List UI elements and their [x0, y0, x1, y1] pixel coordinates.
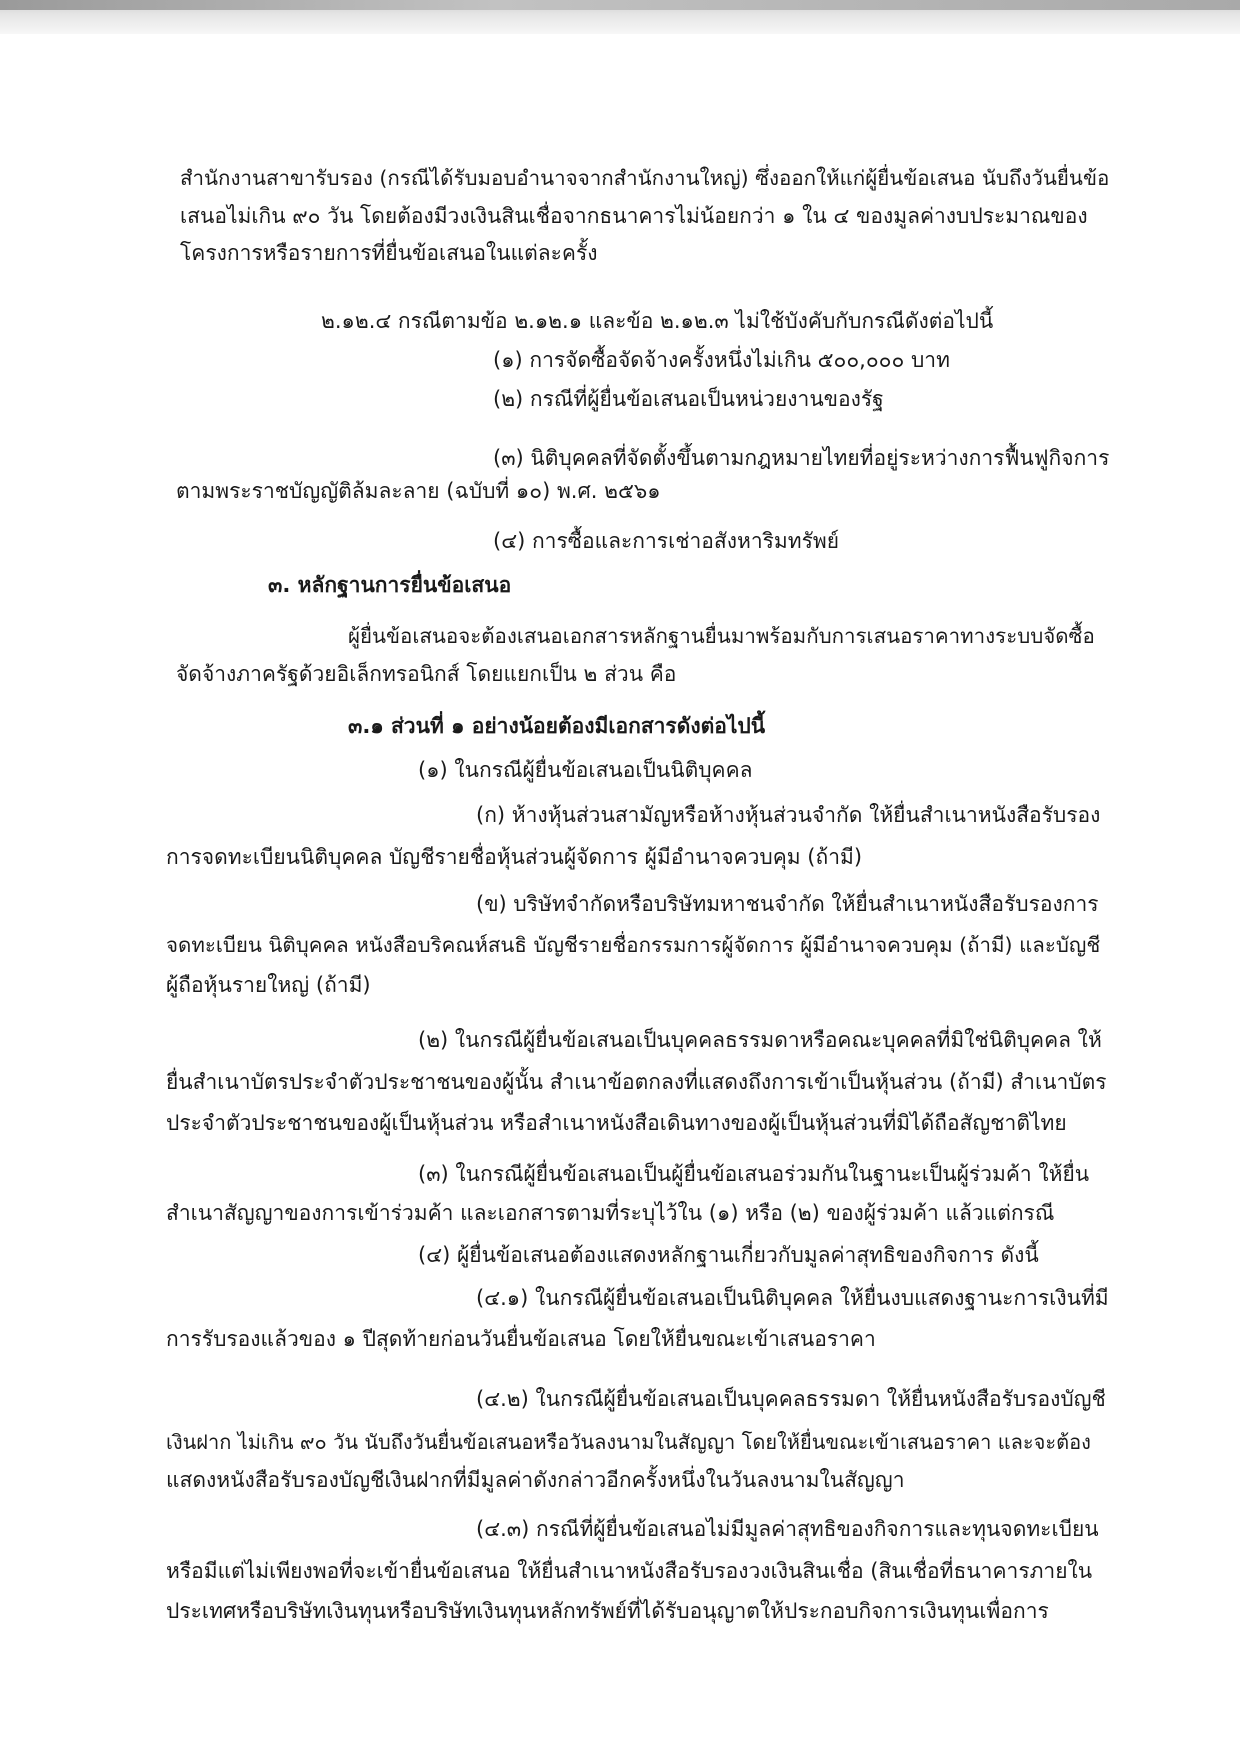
text-line-11: ผู้ยื่นข้อเสนอจะต้องเสนอเอกสารหลักฐานยื่นมาพร้อมกับการเสนอราคาทางระบบจัดซื้อ	[348, 624, 1095, 648]
text-line-21: ยื่นสำเนาบัตรประจำตัวประชาชนของผู้นั้น สำเนาข้อตกลงที่แสดงถึงการเข้าเป็นหุ้นส่วน (ถ้ามี) สำเนาบัตร	[166, 1070, 1107, 1094]
text-line-33: ประเทศหรือบริษัทเงินทุนหรือบริษัทเงินทุนหลักทรัพย์ที่ได้รับอนุญาตให้ประกอบกิจการเงินทุนเพื่อการ	[166, 1599, 1049, 1623]
clause-2-12-4: ๒.๑๒.๔ กรณีตามข้อ ๒.๑๒.๑ และข้อ ๒.๑๒.๓ ไม่ใช้บังคับกับกรณีดังต่อไปนี้	[321, 309, 994, 333]
text-line-12: จัดจ้างภาครัฐด้วยอิเล็กทรอนิกส์ โดยแยกเป็น ๒ ส่วน คือ	[176, 662, 677, 686]
text-line-30: แสดงหนังสือรับรองบัญชีเงินฝากที่มีมูลค่าดังกล่าวอีกครั้งหนึ่งในวันลงนามในสัญญา	[166, 1468, 905, 1492]
sub-item-2: (๒) ในกรณีผู้ยื่นข้อเสนอเป็นบุคคลธรรมดาหรือคณะบุคคลที่มิใช่นิติบุคคล ให้	[418, 1028, 1102, 1052]
item-1: (๑) การจัดซื้อจัดจ้างครั้งหนึ่งไม่เกิน ๕๐๐,๐๐๐ บาท	[493, 348, 950, 372]
scan-edge	[0, 0, 1240, 34]
sub-item-3: (๓) ในกรณีผู้ยื่นข้อเสนอเป็นผู้ยื่นข้อเสนอร่วมกันในฐานะเป็นผู้ร่วมค้า ให้ยื่น	[418, 1162, 1090, 1186]
sub-item-kha: (ข) บริษัทจำกัดหรือบริษัทมหาชนจำกัด ให้ยื่นสำเนาหนังสือรับรองการ	[476, 892, 1099, 916]
sub-item-ka: (ก) ห้างหุ้นส่วนสามัญหรือห้างหุ้นส่วนจำกัด ให้ยื่นสำเนาหนังสือรับรอง	[476, 803, 1101, 827]
item-2: (๒) กรณีที่ผู้ยื่นข้อเสนอเป็นหน่วยงานของรัฐ	[493, 387, 884, 411]
section-3-heading: ๓. หลักฐานการยื่นข้อเสนอ	[268, 573, 512, 597]
text-line-19: ผู้ถือหุ้นรายใหญ่ (ถ้ามี)	[166, 973, 371, 997]
text-line-8: ตามพระราชบัญญัติล้มละลาย (ฉบับที่ ๑๐) พ.ศ. ๒๕๖๑	[176, 479, 661, 503]
text-line-18: จดทะเบียน นิติบุคคล หนังสือบริคณห์สนธิ บัญชีรายชื่อกรรมการผู้จัดการ ผู้มีอำนาจควบคุม (ถ้ามี) และบัญชี	[166, 933, 1101, 957]
text-line-27: การรับรองแล้วของ ๑ ปีสุดท้ายก่อนวันยื่นข้อเสนอ โดยให้ยื่นขณะเข้าเสนอราคา	[166, 1327, 876, 1351]
section-3-1-heading: ๓.๑ ส่วนที่ ๑ อย่างน้อยต้องมีเอกสารดังต่อไปนี้	[348, 714, 766, 738]
text-line-32: หรือมีแต่ไม่เพียงพอที่จะเข้ายื่นข้อเสนอ ให้ยื่นสำเนาหนังสือรับรองวงเงินสินเชื่อ (สินเชื่อที่ธนาคารภายใน	[166, 1559, 1093, 1583]
text-line-3: โครงการหรือรายการที่ยื่นข้อเสนอในแต่ละครั้ง	[180, 241, 598, 265]
text-line-2: เสนอไม่เกิน ๙๐ วัน โดยต้องมีวงเงินสินเชื่อจากธนาคารไม่น้อยกว่า ๑ ใน ๔ ของมูลค่างบประมาณของ	[180, 204, 1088, 228]
item-3: (๓) นิติบุคคลที่จัดตั้งขึ้นตามกฎหมายไทยที่อยู่ระหว่างการฟื้นฟูกิจการ	[493, 446, 1110, 470]
text-line-16: การจดทะเบียนนิติบุคคล บัญชีรายชื่อหุ้นส่วนผู้จัดการ ผู้มีอำนาจควบคุม (ถ้ามี)	[166, 845, 863, 869]
sub-item-4-1: (๔.๑) ในกรณีผู้ยื่นข้อเสนอเป็นนิติบุคคล ให้ยื่นงบแสดงฐานะการเงินที่มี	[476, 1286, 1109, 1310]
sub-item-4: (๔) ผู้ยื่นข้อเสนอต้องแสดงหลักฐานเกี่ยวกับมูลค่าสุทธิของกิจการ ดังนี้	[418, 1243, 1039, 1267]
text-line-29: เงินฝาก ไม่เกิน ๙๐ วัน นับถึงวันยื่นข้อเสนอหรือวันลงนามในสัญญา โดยให้ยื่นขณะเข้าเสนอราคา และจะต้อง	[166, 1430, 1091, 1454]
sub-item-4-2: (๔.๒) ในกรณีผู้ยื่นข้อเสนอเป็นบุคคลธรรมดา ให้ยื่นหนังสือรับรองบัญชี	[476, 1387, 1106, 1411]
text-line-1: สำนักงานสาขารับรอง (กรณีได้รับมอบอำนาจจากสำนักงานใหญ่) ซึ่งออกให้แก่ผู้ยื่นข้อเสนอ นับถึงวันยื่นข้อ	[180, 166, 1110, 190]
sub-item-4-3: (๔.๓) กรณีที่ผู้ยื่นข้อเสนอไม่มีมูลค่าสุทธิของกิจการและทุนจดทะเบียน	[476, 1517, 1099, 1541]
text-line-24: สำเนาสัญญาของการเข้าร่วมค้า และเอกสารตามที่ระบุไว้ใน (๑) หรือ (๒) ของผู้ร่วมค้า แล้วแต่กรณี	[166, 1201, 1055, 1225]
text-line-22: ประจำตัวประชาชนของผู้เป็นหุ้นส่วน หรือสำเนาหนังสือเดินทางของผู้เป็นหุ้นส่วนที่มิได้ถือสัญชาติไทย	[166, 1111, 1067, 1135]
sub-item-1: (๑) ในกรณีผู้ยื่นข้อเสนอเป็นนิติบุคคล	[418, 758, 753, 782]
item-4: (๔) การซื้อและการเช่าอสังหาริมทรัพย์	[493, 529, 840, 553]
